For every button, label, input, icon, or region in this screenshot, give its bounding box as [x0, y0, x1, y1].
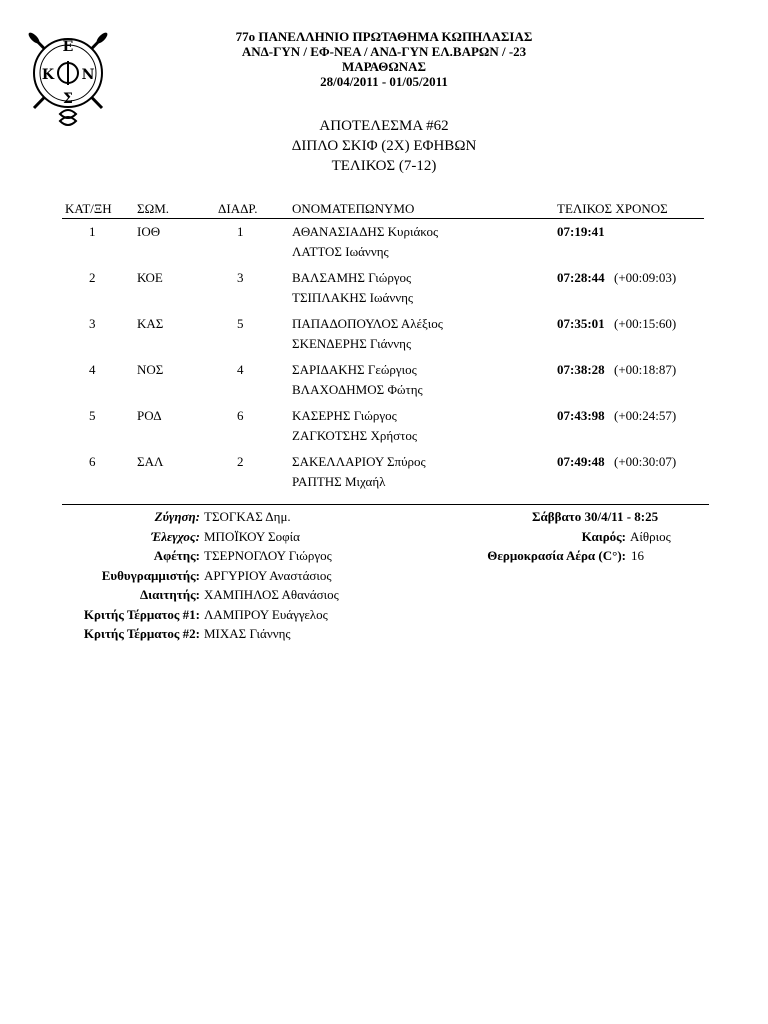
weather-value: Αίθριος — [630, 529, 671, 544]
official-label: Έλεγχος: — [151, 529, 200, 544]
footer-rule — [62, 504, 709, 505]
row-club: ΚΑΣ — [137, 316, 164, 331]
col-header-club: ΣΩΜ. — [137, 201, 170, 216]
table-row — [0, 454, 768, 500]
table-row — [0, 270, 768, 316]
official-label: Κριτής Τέρματος #2: — [83, 626, 200, 641]
row-rower-2: ΖΑΓΚΟΤΣΗΣ Χρήστος — [292, 428, 417, 443]
championship-dates: 28/04/2011 - 01/05/2011 — [320, 74, 448, 89]
row-time-diff: (+00:24:57) — [614, 408, 677, 423]
row-club: ΝΟΣ — [137, 362, 164, 377]
row-time-diff: (+00:09:03) — [614, 270, 677, 285]
official-label: Ευθυγραμμιστής: — [101, 568, 200, 583]
official-name: ΑΡΓΥΡΙΟΥ Αναστάσιος — [204, 568, 332, 583]
table-row — [0, 224, 768, 270]
row-position: 3 — [89, 316, 96, 331]
official-name: ΤΣΕΡΝΟΓΛΟΥ Γιώργος — [204, 548, 332, 563]
row-rower-1: ΠΑΠΑΔΟΠΟΥΛΟΣ Αλέξιος — [292, 316, 443, 331]
official-label: Ζύγηση: — [154, 509, 200, 524]
col-header-position: ΚΑΤ/ΞΗ — [65, 201, 112, 216]
col-header-final-time: ΤΕΛΙΚΟΣ ΧΡΟΝΟΣ — [557, 201, 668, 216]
logo-letter-right: Ν — [81, 67, 95, 83]
race-datetime: Σάββατο 30/4/11 - 8:25 — [532, 509, 659, 524]
result-number: ΑΠΟΤΕΛΕΣΜΑ #62 — [319, 118, 449, 134]
col-header-name: ΟΝΟΜΑΤΕΠΩΝΥΜΟ — [292, 201, 415, 216]
official-label: Αφέτης: — [153, 548, 200, 563]
row-time: 07:19:41 — [557, 224, 605, 239]
temperature-value: 16 — [631, 548, 644, 563]
row-rower-2: ΣΚΕΝΔΕΡΗΣ Γιάννης — [292, 336, 412, 351]
table-row — [0, 408, 768, 454]
row-time-diff: (+00:18:87) — [614, 362, 677, 377]
row-club: ΚΟΕ — [137, 270, 163, 285]
row-lane: 3 — [237, 270, 244, 285]
header-rule — [62, 218, 704, 219]
row-lane: 1 — [237, 224, 244, 239]
logo-letter-bottom: Σ — [63, 91, 73, 107]
championship-categories: ΑΝΔ-ΓΥΝ / ΕΦ-ΝΕΑ / ΑΝΔ-ΓΥΝ ΕΛ.ΒΑΡΩΝ / -23 — [241, 44, 527, 59]
temperature-label: Θερμοκρασία Αέρα (C°): — [487, 548, 626, 563]
official-name: ΜΠΟΪΚΟΥ Σοφία — [204, 529, 300, 544]
row-rower-1: ΚΑΣΕΡΗΣ Γιώργος — [292, 408, 397, 423]
row-position: 2 — [89, 270, 96, 285]
official-name: ΛΑΜΠΡΟΥ Ευάγγελος — [204, 607, 328, 622]
row-club: ΣΑΛ — [137, 454, 164, 469]
col-header-lane: ΔΙΑΔΡ. — [218, 201, 258, 216]
federation-logo — [26, 18, 110, 130]
row-rower-2: ΤΣΙΠΛΑΚΗΣ Ιωάννης — [292, 290, 414, 305]
result-title — [180, 116, 588, 176]
row-club: ΙΟΘ — [137, 224, 161, 239]
row-position: 5 — [89, 408, 96, 423]
table-row — [0, 362, 768, 408]
logo-letter-left: Κ — [41, 67, 55, 83]
row-rower-1: ΑΘΑΝΑΣΙΑΔΗΣ Κυριάκος — [292, 224, 439, 239]
row-time: 07:43:98 — [557, 408, 605, 423]
row-lane: 5 — [237, 316, 244, 331]
row-time: 07:35:01 — [557, 316, 605, 331]
federation-logo-icon — [26, 18, 110, 130]
row-rower-2: ΛΑΤΤΟΣ Ιωάννης — [292, 244, 389, 259]
row-club: ΡΟΔ — [137, 408, 162, 423]
row-rower-1: ΣΑΚΕΛΛΑΡΙΟΥ Σπύρος — [292, 454, 426, 469]
championship-header — [180, 29, 588, 89]
weather-label: Καιρός: — [581, 529, 626, 544]
official-name: ΤΣΟΓΚΑΣ Δημ. — [204, 509, 291, 524]
row-lane: 4 — [237, 362, 244, 377]
row-time: 07:49:48 — [557, 454, 605, 469]
championship-venue: ΜΑΡΑΘΩΝΑΣ — [341, 59, 427, 74]
row-time: 07:28:44 — [557, 270, 605, 285]
championship-title: 77ο ΠΑΝΕΛΛΗΝΙΟ ΠΡΩΤΑΘΗΜΑ ΚΩΠΗΛΑΣΙΑΣ — [235, 29, 533, 44]
race-final: ΤΕΛΙΚΟΣ (7-12) — [331, 158, 437, 174]
row-rower-2: ΡΑΠΤΗΣ Μιχαήλ — [292, 474, 386, 489]
row-position: 1 — [89, 224, 96, 239]
logo-letter-top: Ε — [62, 39, 74, 55]
row-time: 07:38:28 — [557, 362, 605, 377]
row-position: 4 — [89, 362, 96, 377]
row-time-diff: (+00:15:60) — [614, 316, 677, 331]
row-lane: 2 — [237, 454, 244, 469]
table-row — [0, 316, 768, 362]
race-event: ΔΙΠΛΟ ΣΚΙΦ (2Χ) ΕΦΗΒΩΝ — [291, 138, 477, 154]
row-rower-2: ΒΛΑΧΟΔΗΜΟΣ Φώτης — [292, 382, 423, 397]
row-rower-1: ΣΑΡΙΔΑΚΗΣ Γεώργιος — [292, 362, 417, 377]
official-label: Διαιτητής: — [139, 587, 200, 602]
official-name: ΧΑΜΠΗΛΟΣ Αθανάσιος — [204, 587, 339, 602]
row-time-diff: (+00:30:07) — [614, 454, 677, 469]
row-rower-1: ΒΑΛΣΑΜΗΣ Γιώργος — [292, 270, 412, 285]
row-position: 6 — [89, 454, 96, 469]
official-name: ΜΙΧΑΣ Γιάννης — [204, 626, 291, 641]
row-lane: 6 — [237, 408, 244, 423]
official-label: Κριτής Τέρματος #1: — [83, 607, 200, 622]
